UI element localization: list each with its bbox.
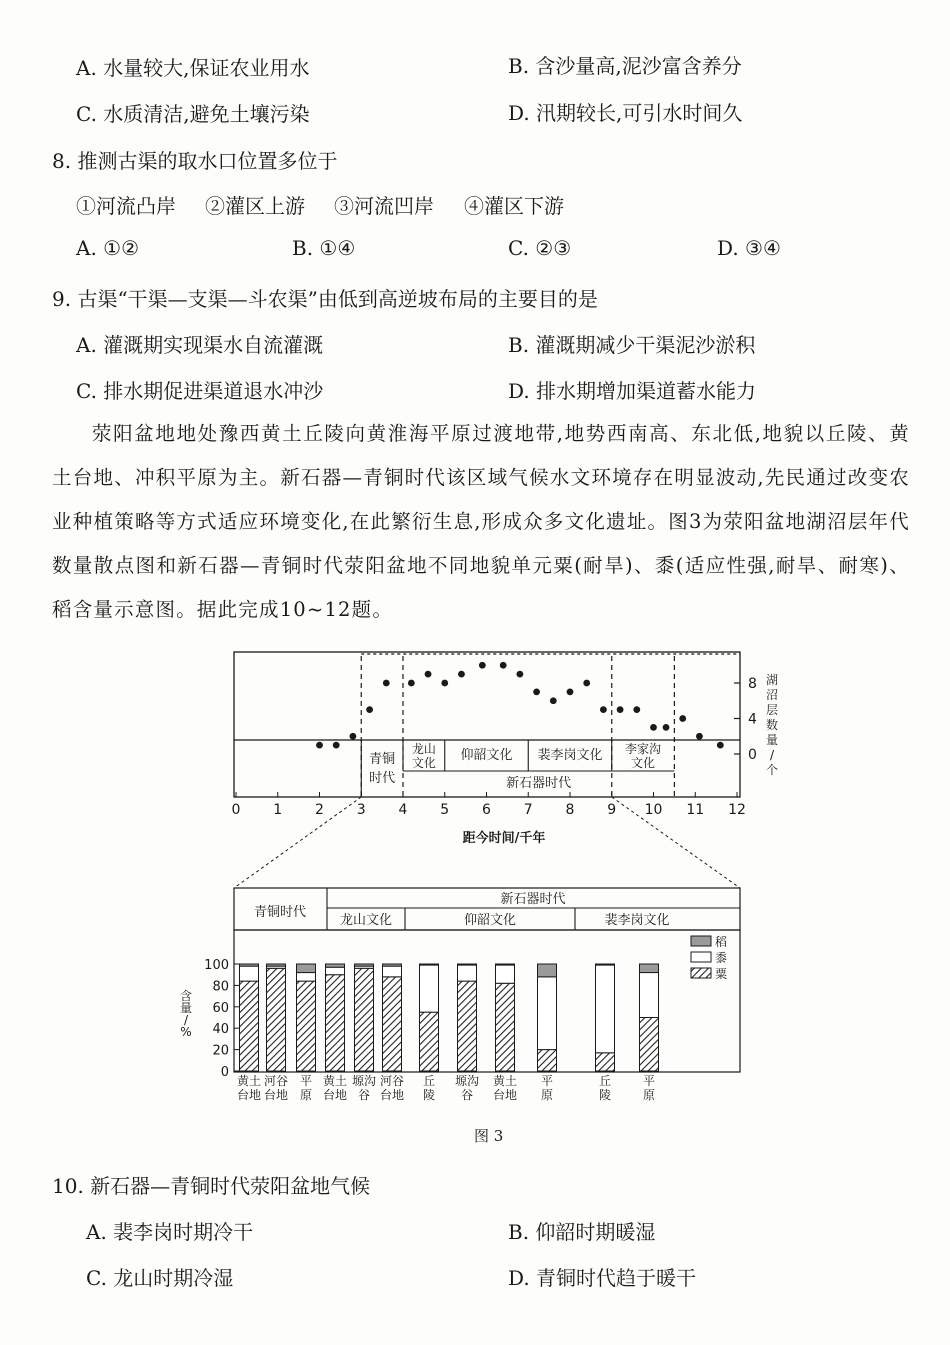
q10-option-b[interactable]: B. 仰韶时期暖湿 xyxy=(508,1220,656,1244)
period-label: 文化 xyxy=(631,756,656,770)
zoom-line-right xyxy=(612,797,740,888)
bar-y-label-char: 量 xyxy=(179,1001,193,1015)
bar-category-label: 原 xyxy=(540,1088,554,1102)
bar-y-tick-label: 40 xyxy=(212,1022,229,1038)
y-tick-label: 8 xyxy=(748,676,757,692)
data-point xyxy=(316,742,323,749)
legend-label: 粟 xyxy=(715,967,728,981)
bar-millet xyxy=(355,968,374,1071)
q8-item-2: ②灌区上游 xyxy=(205,194,305,218)
legend-swatch xyxy=(691,968,711,978)
q8-option-c[interactable]: C. ②③ xyxy=(508,236,572,260)
period-label: 龙山 xyxy=(411,742,436,756)
bar-y-tick-label: 20 xyxy=(212,1043,229,1059)
legend-label: 稻 xyxy=(715,935,728,949)
q10-option-d[interactable]: D. 青铜时代趋于暖干 xyxy=(508,1266,697,1290)
bar-category-label: 台地 xyxy=(379,1088,405,1102)
era-label: 新石器时代 xyxy=(506,776,572,791)
header-period: 青铜时代 xyxy=(253,905,307,920)
q9-option-d[interactable]: D. 排水期增加渠道蓄水能力 xyxy=(508,379,757,403)
data-point xyxy=(696,733,703,740)
data-point xyxy=(441,680,448,687)
data-point xyxy=(479,662,486,669)
data-point xyxy=(663,724,670,731)
header-period: 裴李岗文化 xyxy=(604,913,670,928)
y-tick-label: 4 xyxy=(748,711,757,728)
q9-option-a[interactable]: A. 灌溉期实现渠水自流灌溉 xyxy=(76,333,324,357)
y-axis-label-char: 湖 xyxy=(765,673,779,687)
scatter-frame xyxy=(234,652,740,797)
x-tick-label: 7 xyxy=(523,802,533,818)
bar-rice xyxy=(383,964,402,966)
q8-item-3: ③河流凹岸 xyxy=(334,194,434,218)
q8-item-4: ④灌区下游 xyxy=(464,194,564,218)
x-tick-label: 3 xyxy=(356,802,366,818)
bar-rice xyxy=(326,964,345,967)
bar-rice xyxy=(240,964,259,966)
bar-millet xyxy=(326,975,345,1071)
y-axis-label-char: 量 xyxy=(765,733,779,747)
q10-option-a[interactable]: A. 裴李岗时期冷干 xyxy=(86,1220,254,1244)
q7-option-c[interactable]: C. 水质清洁,避免土壤污染 xyxy=(76,102,310,126)
bar-category-label: 丘 xyxy=(598,1074,612,1088)
bar-category-label: 台地 xyxy=(322,1088,348,1102)
legend-swatch xyxy=(691,952,711,962)
bar-category-label: 原 xyxy=(299,1088,313,1102)
bar-broomcorn xyxy=(538,977,557,1050)
bar-broomcorn xyxy=(420,965,439,1012)
q8-stem: 8. 推测古渠的取水口位置多位于 xyxy=(52,149,338,173)
bar-category-label: 平 xyxy=(540,1074,554,1088)
bar-millet xyxy=(297,981,316,1071)
bar-y-tick-label: 60 xyxy=(212,1000,229,1016)
bar-rice xyxy=(420,964,439,965)
y-axis-label-char: 数 xyxy=(765,718,779,732)
bar-category-label: 原 xyxy=(642,1088,656,1102)
bar-broomcorn xyxy=(383,966,402,977)
x-tick-label: 1 xyxy=(273,802,283,818)
x-tick-label: 9 xyxy=(607,802,617,818)
x-tick-label: 5 xyxy=(440,802,450,818)
bar-category-label: 台地 xyxy=(263,1088,289,1102)
x-tick-label: 8 xyxy=(565,802,575,818)
bar-y-tick-label: 100 xyxy=(204,958,229,973)
bar-category-label: 陵 xyxy=(598,1088,612,1102)
bar-rice xyxy=(596,964,615,965)
data-point xyxy=(567,688,574,695)
q10-option-c[interactable]: C. 龙山时期冷湿 xyxy=(86,1266,234,1290)
y-axis-label-char: 层 xyxy=(765,703,779,717)
data-point xyxy=(500,662,507,669)
q10-stem: 10. 新石器—青铜时代荥阳盆地气候 xyxy=(52,1174,371,1198)
q9-option-c[interactable]: C. 排水期促进渠道退水冲沙 xyxy=(76,379,324,403)
q7-option-b[interactable]: B. 含沙量高,泥沙富含养分 xyxy=(508,54,742,78)
bar-broomcorn xyxy=(240,966,259,981)
q7-option-d[interactable]: D. 汛期较长,可引水时间久 xyxy=(508,101,743,125)
bar-rice xyxy=(458,964,477,965)
header-period: 仰韶文化 xyxy=(463,913,517,928)
bar-category-label: 陵 xyxy=(422,1088,436,1102)
legend-label: 黍 xyxy=(715,951,728,965)
bar-millet xyxy=(496,983,515,1071)
bar-category-label: 塬沟 xyxy=(454,1074,480,1088)
bar-y-label-char: 含 xyxy=(179,989,193,1003)
bar-category-label: 台地 xyxy=(236,1088,262,1102)
bar-category-label: 谷 xyxy=(460,1088,474,1102)
bar-broomcorn xyxy=(326,967,345,974)
x-tick-label: 4 xyxy=(398,802,408,818)
data-point xyxy=(458,671,465,678)
x-tick-label: 2 xyxy=(315,802,324,818)
q8-option-b[interactable]: B. ①④ xyxy=(292,236,356,260)
bar-rice xyxy=(297,964,316,973)
header-era: 新石器时代 xyxy=(500,892,566,907)
zoom-line-left xyxy=(231,797,361,888)
bar-y-tick-label: 80 xyxy=(212,979,229,995)
bar-millet xyxy=(267,968,286,1071)
data-point xyxy=(600,706,607,713)
x-axis-label: 距今时间/千年 xyxy=(462,831,546,846)
bar-category-label: 台地 xyxy=(492,1088,518,1102)
bar-broomcorn xyxy=(458,965,477,981)
q9-stem: 9. 古渠“干渠—支渠—斗农渠”由低到高逆坡布局的主要目的是 xyxy=(52,287,598,311)
period-label: 裴李岗文化 xyxy=(537,748,603,763)
period-label: 时代 xyxy=(369,771,396,786)
figure-caption: 图 3 xyxy=(474,1127,504,1145)
y-axis-label-char: 沼 xyxy=(765,688,779,702)
legend-swatch xyxy=(691,936,711,946)
q9-option-b[interactable]: B. 灌溉期减少干渠泥沙淤积 xyxy=(508,333,756,357)
y-tick-label: 0 xyxy=(748,747,757,763)
bar-millet xyxy=(383,977,402,1071)
bar-y-label-char: % xyxy=(180,1025,192,1039)
data-point xyxy=(583,680,590,687)
data-point xyxy=(517,671,524,678)
bar-category-label: 平 xyxy=(642,1074,656,1088)
bar-rice xyxy=(267,964,286,966)
data-point xyxy=(383,680,390,687)
bar-category-label: 黄土 xyxy=(236,1074,262,1088)
period-label: 李家沟 xyxy=(625,742,662,756)
data-point xyxy=(679,715,686,722)
bar-millet xyxy=(240,981,259,1071)
data-point xyxy=(533,688,540,695)
q8-item-1: ①河流凸岸 xyxy=(76,194,176,218)
period-label: 青铜 xyxy=(369,752,396,767)
bar-broomcorn xyxy=(640,973,659,1018)
bar-rice xyxy=(496,964,515,965)
bar-millet xyxy=(538,1050,557,1071)
q8-option-a[interactable]: A. ①② xyxy=(76,236,140,260)
bar-category-label: 黄土 xyxy=(492,1074,518,1088)
bar-millet xyxy=(640,1018,659,1072)
data-point xyxy=(550,697,557,704)
bar-millet xyxy=(420,1012,439,1071)
bar-category-label: 河谷 xyxy=(379,1074,405,1088)
x-tick-label: 6 xyxy=(482,802,491,818)
data-point xyxy=(617,706,624,713)
bar-broomcorn xyxy=(496,965,515,983)
bar-category-label: 平 xyxy=(299,1074,313,1088)
q8-option-d[interactable]: D. ③④ xyxy=(717,236,781,260)
bar-y-tick-label: 0 xyxy=(220,1065,229,1080)
bar-rice xyxy=(355,964,374,966)
bar-broomcorn xyxy=(297,973,316,982)
reading-passage: 荥阳盆地地处豫西黄土丘陵向黄淮海平原过渡地带,地势西南高、东北低,地貌以丘陵、黄土台地、冲积平原为主。新石器—青铜时代该区域气候水文环境存在明显波动,先民通过改变农业种植策略等方式适应环境变化,在此繁衍生息,形成众多文化遗址。图3为荥阳盆地湖沼层年代数量散点图和新石器—青铜时代荥阳盆地不同地貌单元粟(耐旱)、黍(适应性强,耐旱、耐寒)、稻含量示意图。据此完成10~12题。 xyxy=(52,422,910,621)
bar-category-label: 塬沟 xyxy=(351,1074,377,1088)
bar-millet xyxy=(596,1053,615,1071)
data-point xyxy=(333,742,340,749)
bar-rice xyxy=(538,964,557,977)
data-point xyxy=(408,680,415,687)
x-tick-label: 0 xyxy=(231,802,241,818)
data-point xyxy=(633,706,640,713)
header-period: 龙山文化 xyxy=(339,913,393,928)
x-tick-label: 11 xyxy=(686,802,705,818)
bar-rice xyxy=(640,964,659,973)
q7-option-a[interactable]: A. 水量较大,保证农业用水 xyxy=(76,56,310,80)
bar-broomcorn xyxy=(596,965,615,1053)
data-point xyxy=(650,724,657,731)
bar-y-label-char: / xyxy=(183,1013,189,1027)
y-axis-label-char: / xyxy=(769,748,775,762)
y-axis-label-char: 个 xyxy=(765,763,779,777)
period-label: 仰韶文化 xyxy=(460,748,513,763)
bar-category-label: 谷 xyxy=(357,1088,371,1102)
data-point xyxy=(717,742,724,749)
bar-millet xyxy=(458,981,477,1071)
data-point xyxy=(425,671,432,678)
x-tick-label: 12 xyxy=(728,802,746,818)
data-point xyxy=(366,706,373,713)
bar-category-label: 河谷 xyxy=(263,1074,289,1088)
data-point xyxy=(350,733,357,740)
bar-category-label: 黄土 xyxy=(322,1074,348,1088)
period-label: 文化 xyxy=(411,756,436,770)
x-tick-label: 10 xyxy=(644,802,663,818)
bar-category-label: 丘 xyxy=(422,1074,436,1088)
